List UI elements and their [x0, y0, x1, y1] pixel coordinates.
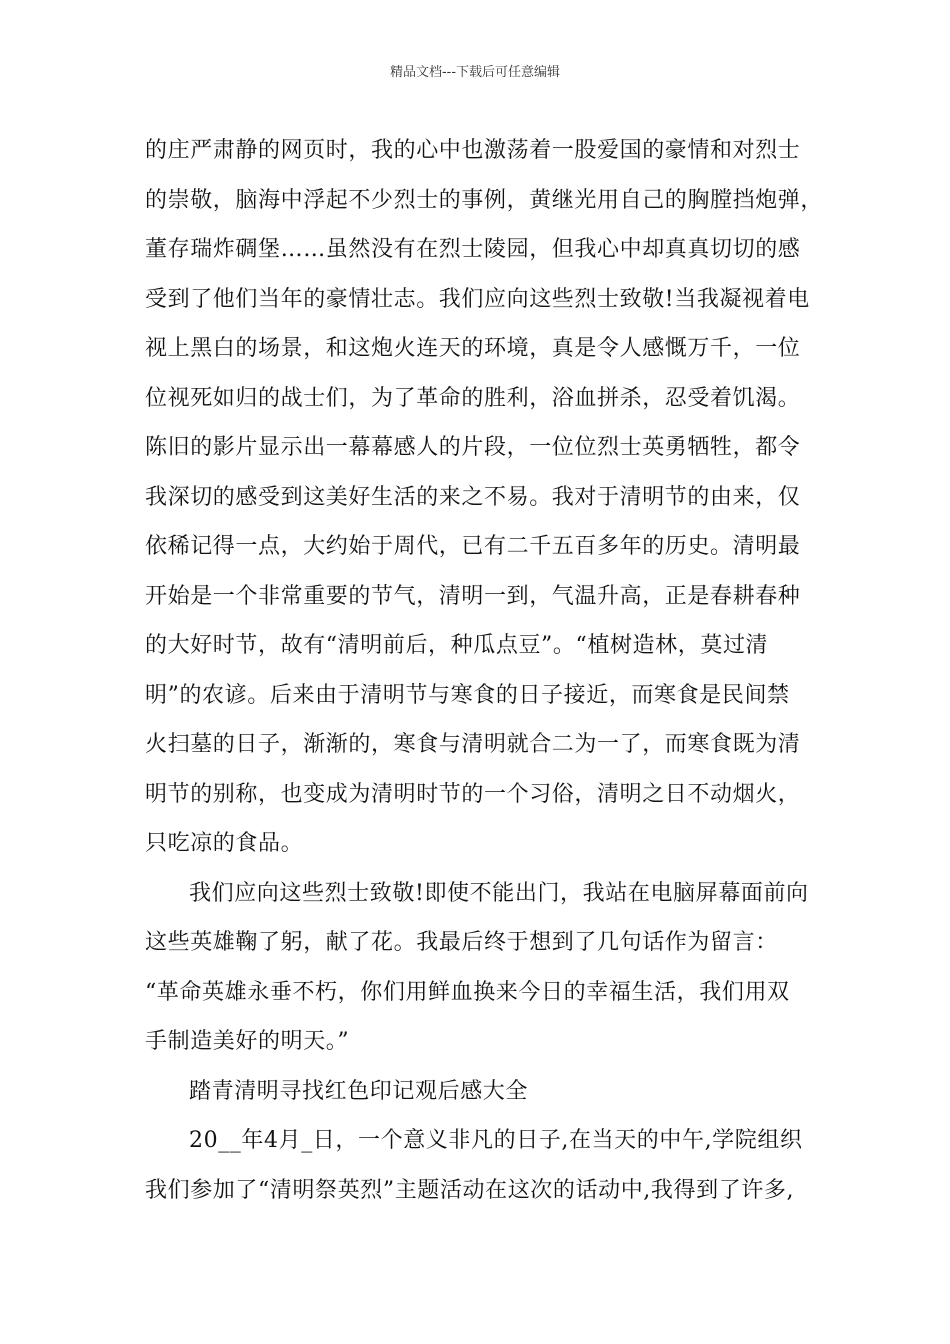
text-line: 依稀记得一点，大约始于周代，已有二千五百多年的历史。清明最 [145, 534, 801, 559]
text-line: 明”的农谚。后来由于清明节与寒食的日子接近，而寒食是民间禁 [145, 682, 790, 708]
text-line: 20__年4月_日，一个意义非凡的日子,在当天的中午,学院组织 [189, 1128, 803, 1153]
text-line: 手制造美好的明天。” [145, 1029, 350, 1054]
section-heading [145, 1067, 835, 1117]
document-body [145, 126, 835, 1215]
text-line: 只吃凉的食品。 [145, 831, 304, 856]
text-line: 我们参加了“清明祭英烈”主题活动在这次的话动中,我得到了许多, [145, 1177, 795, 1203]
text-line: 董存瑞炸碉堡……虽然没有在烈士陵园，但我心中却真真切切的感 [145, 237, 801, 262]
text-line: 开始是一个非常重要的节气，清明一到，气温升高，正是春耕春种 [145, 583, 801, 609]
paragraph [145, 1116, 835, 1215]
text-line: 我们应向这些烈士致敬!即使不能出门，我站在电脑屏幕面前向 [189, 880, 809, 906]
text-line: 陈旧的影片显示出一幕幕感人的片段，一位位烈士英勇牺牲，都令 [145, 435, 801, 460]
text-line: “革命英雄永垂不朽，你们用鲜血换来今日的幸福生活，我们用双 [145, 979, 790, 1005]
page-header: 精品文档---下载后可任意编辑 [389, 65, 561, 80]
paragraph [145, 869, 835, 1067]
text-line: 的庄严肃静的网页时，我的心中也激荡着一股爱国的豪情和对烈士 [145, 138, 801, 163]
text-line: 这些英雄鞠了躬，献了花。我最后终于想到了几句话作为留言： [145, 930, 778, 955]
text-line: 视上黑白的场景，和这炮火连天的环境，真是令人感慨万千，一位 [145, 336, 801, 361]
paragraph [145, 126, 835, 869]
text-line: 的崇敬，脑海中浮起不少烈士的事例，黄继光用自己的胸膛挡炮弹， [145, 187, 824, 213]
text-line: 的大好时节，故有“清明前后，种瓜点豆”。“植树造林，莫过清 [145, 633, 769, 658]
text-line: 踏青清明寻找红色印记观后感大全 [189, 1078, 529, 1104]
text-line: 受到了他们当年的豪情壮志。我们应向这些烈士致敬!当我凝视着电 [145, 286, 810, 312]
text-line: 火扫墓的日子，渐渐的，寒食与清明就合二为一了，而寒食既为清 [145, 732, 801, 757]
text-line: 我深切的感受到这美好生活的来之不易。我对于清明节的由来，仅 [145, 484, 801, 510]
text-line: 位视死如归的战士们，为了革命的胜利，浴血拼杀，忍受着饥渴。 [145, 385, 801, 411]
text-line: 明节的别称，也变成为清明时节的一个习俗，清明之日不动烟火， [145, 781, 801, 807]
